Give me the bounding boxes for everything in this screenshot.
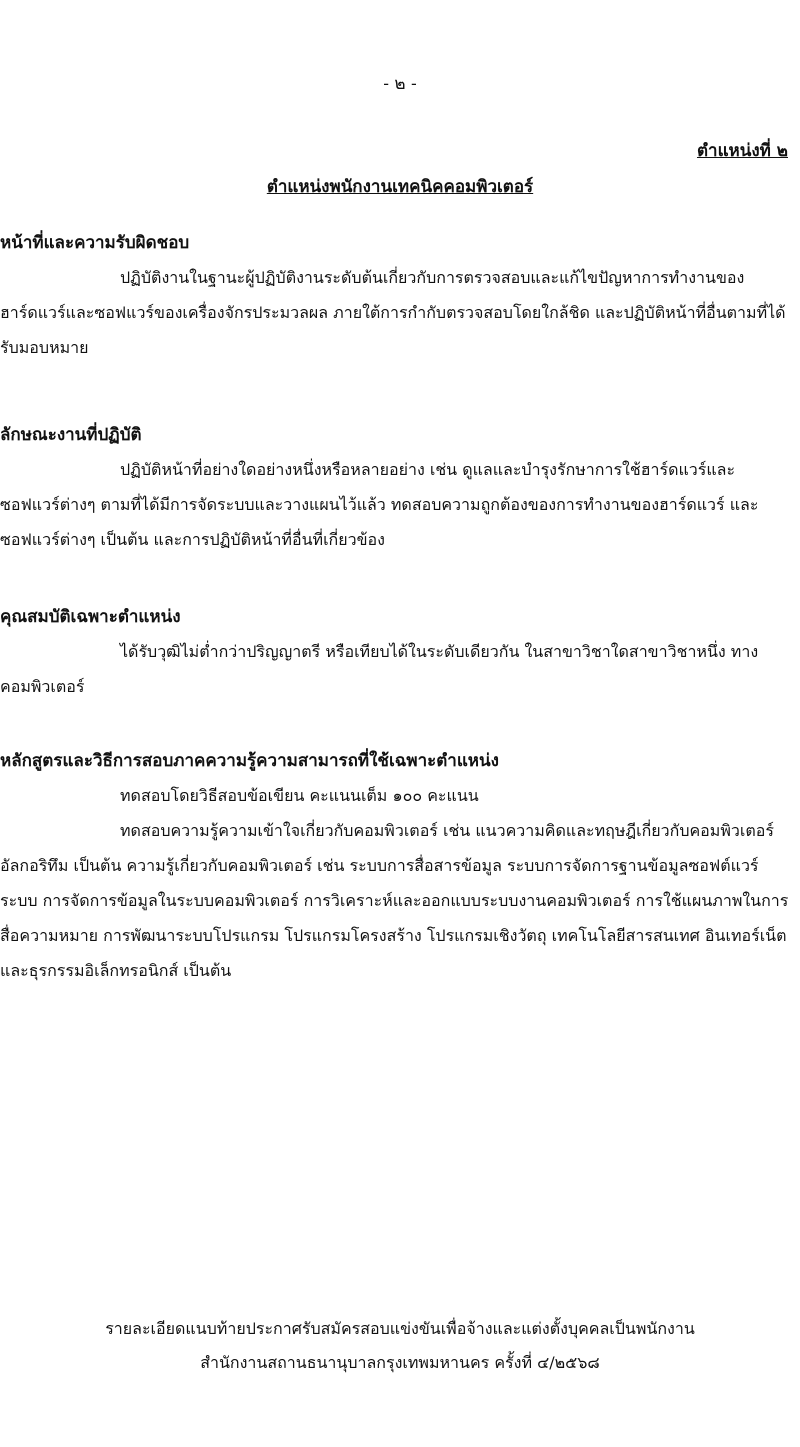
- section-heading: ลักษณะงานที่ปฏิบัติ: [0, 425, 142, 445]
- section-heading: คุณสมบัติเฉพาะตำแหน่ง: [0, 607, 181, 627]
- section-duties: [0, 226, 790, 365]
- section-heading: หลักสูตรและวิธีการสอบภาคความรู้ความสามารถที่ใช้เฉพาะตำแหน่ง: [0, 751, 499, 771]
- section-job-description: [0, 418, 790, 557]
- section-heading: หน้าที่และความรับผิดชอบ: [0, 233, 190, 253]
- position-number: ตำแหน่งที่ ๒: [696, 141, 788, 161]
- section-paragraph: ปฏิบัติหน้าที่อย่างใดอย่างหนึ่งหรือหลายอย่าง เช่น ดูแลและบำรุงรักษาการใช้ฮาร์ดแวร์และซอฟแวร์ต่างๆ ตามที่ได้มีการจัดระบบและวางแผนไว้แล้ว ทดสอบความถูกต้องของการทำงานของฮาร์ดแวร์ และซอฟแวร์ต่างๆ เป็นต้น และการปฏิบัติหน้าที่อื่นที่เกี่ยวข้อง: [0, 460, 759, 549]
- section-paragraph: ปฏิบัติงานในฐานะผู้ปฏิบัติงานระดับต้นเกี่ยวกับการตรวจสอบและแก้ไขปัญหาการทำงานของฮาร์ดแวร์และซอฟแวร์ของเครื่องจักรประมวลผล ภายใต้การกำกับตรวจสอบโดยใกล้ชิด และปฏิบัติหน้าที่อื่นตามที่ได้รับมอบหมาย: [0, 268, 786, 357]
- section-paragraph: ทดสอบความรู้ความเข้าใจเกี่ยวกับคอมพิวเตอร์ เช่น แนวความคิดและทฤษฎีเกี่ยวกับคอมพิวเตอร์ อัลกอริทึม เป็นต้น ความรู้เกี่ยวกับคอมพิวเตอร์ เช่น ระบบการสื่อสารข้อมูล ระบบการจัดการฐานข้อมูลซอฟต์แวร์ระบบ การจัดการข้อมูลในระบบคอมพิวเตอร์ การวิเคราะห์และออกแบบระบบงานคอมพิวเตอร์ การใช้แผนภาพในการสื่อความหมาย การพัฒนาระบบโปรแกรม โปรแกรมโครงสร้าง โปรแกรมเชิงวัตถุ เทคโนโลยีสารสนเทศ อินเทอร์เน็ต และธุรกรรมอิเล็กทรอนิกส์ เป็นต้น: [0, 821, 789, 980]
- footer-line: รายละเอียดแนบท้ายประกาศรับสมัครสอบแข่งขันเพื่อจ้างและแต่งตั้งบุคคลเป็นพนักงาน: [105, 1319, 695, 1338]
- section-paragraph: ทดสอบโดยวิธีสอบข้อเขียน คะแนนเต็ม ๑๐๐ คะแนน: [120, 786, 479, 805]
- footer-line: สำนักงานสถานธนานุบาลกรุงเทพมหานคร ครั้งที่ ๔/๒๕๖๘: [200, 1353, 600, 1372]
- page-number: - ๒ -: [383, 74, 417, 94]
- document-footer: [0, 1312, 800, 1380]
- position-title: ตำแหน่งพนักงานเทคนิคคอมพิวเตอร์: [266, 177, 534, 197]
- section-exam-curriculum: [0, 744, 790, 988]
- section-paragraph: ได้รับวุฒิไม่ต่ำกว่าปริญญาตรี หรือเทียบได้ในระดับเดียวกัน ในสาขาวิชาใดสาขาวิชาหนึ่ง ทางคอมพิวเตอร์: [0, 642, 759, 696]
- section-qualifications: [0, 600, 790, 704]
